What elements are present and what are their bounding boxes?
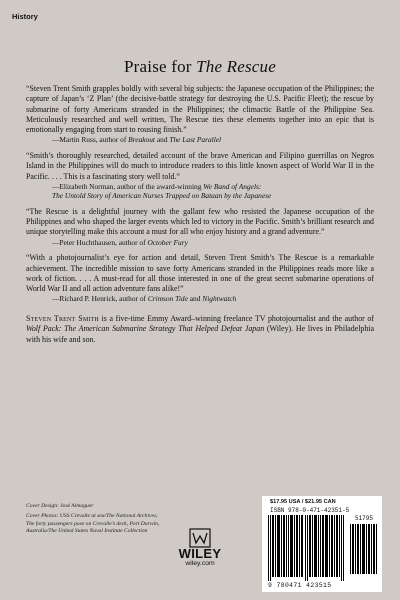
quote-attribution-3: [26, 238, 374, 248]
attr-prefix-1: —Martin Russ, author of: [52, 135, 129, 145]
bio-author-name: Steven Trent Smith: [26, 313, 99, 323]
bio-text-1: is a five-time Emmy Award–winning freelance TV photojournalist and the author of: [98, 313, 374, 323]
praise-title: [0, 57, 400, 77]
credit-photo-3: Australia/The United States Naval Institute Collection: [26, 528, 148, 535]
isbn-barcode-icon: [268, 515, 348, 581]
attr-work-2b: The Untold Story of American Nurses Trapped on Bataan by the Japanese: [52, 191, 272, 201]
quote-attribution-1: [26, 135, 374, 145]
price-label: $17.95 USA / $21.95 CAN: [270, 499, 336, 505]
addon-code: [349, 516, 379, 576]
praise-section: [26, 84, 374, 353]
publisher-name: WILEY: [178, 546, 222, 561]
attr-join-4: and: [187, 294, 203, 304]
quote-attribution-4: [26, 294, 374, 304]
author-bio: [26, 314, 374, 345]
barcode-panel: [262, 496, 382, 592]
attr-work-1a: Breakout: [128, 135, 155, 145]
publisher-logo: [160, 528, 240, 568]
attr-work-2a: We Band of Angels:: [203, 181, 262, 191]
quote-text-2: “Smith’s thoroughly researched, detailed account of the brave American and Filipino guerrillas on Negros Island in the Philippines will do much to introduce readers to this little known aspect of World War II in the Pacific. . . . This is a fascinating story well told.”: [26, 150, 374, 181]
quote-text-1: “Steven Trent Smith grapples boldly with several big subjects: the Japanese occupation of the Philippines; the capture of Japan’s ‘Z Plan’ (the decisive-battle strategy for destroying the U.S. Pacific Fleet); the rescue by submarine of forty Americans stranded in the Philippines; the climactic Battle of the Philippine Sea. Meticulously researched and well written, The Rescue ties these elements together into an epic that is emotionally engaging from start to rousing finish.”: [26, 84, 374, 135]
addon-barcode-icon: [350, 522, 378, 574]
attr-join-1: and: [155, 135, 170, 145]
credit-photo-2: The forty passengers pose on Crevalle’s deck, Port Darwin,: [26, 520, 160, 527]
bio-book-title: Wolf Pack: The American Submarine Strategy That Helped Defeat Japan: [26, 324, 265, 334]
wiley-emblem-icon: [189, 528, 211, 548]
attr-work-3a: October Fury: [147, 237, 188, 247]
attr-work-4a: Crimson Tide: [147, 294, 188, 304]
book-title: The Rescue: [196, 57, 276, 76]
category-label: History: [12, 12, 38, 21]
credit-design: Cover Design: José Almaguer: [26, 503, 94, 509]
quote-text-4: “With a photojournalist’s eye for action and detail, Steven Trent Smith’s The Rescue is a remarkable achievement. The incredible mission to save forty Americans stranded in the Philippines reads more like a work of fiction. . . . A must-read for all those interested in one of the great secret submarine operations of World War II and all action adventure fans alike!”: [26, 253, 374, 294]
quote-text-3: “The Rescue is a delightful journey with the gallant few who resisted the Japanese occupation of the Philippines and who shaped the larger events which led to victory in the Pacific. Smith’s brilliant research and unique storytelling make this account a must for all who enjoy history and a grand adventure.”: [26, 206, 374, 237]
attr-work-4b: Nightwatch: [202, 294, 237, 304]
publisher-site: wiley.com: [185, 560, 215, 567]
bio-text-2: (Wiley). He lives in Philadelphia with his wife and son.: [26, 324, 374, 344]
addon-digits: 51795: [354, 515, 373, 522]
isbn-label: ISBN 978-0-471-42351-5: [270, 507, 350, 514]
attr-prefix-3: —Peter Huchthausen, author of: [52, 237, 148, 247]
credit-photo-1: Cover Photos: USS Crevalle at sea/The National Archives;: [26, 513, 159, 520]
praise-prefix: Praise for: [124, 57, 197, 76]
attr-work-1b: The Last Parallel: [169, 135, 222, 145]
quote-attribution-2: [26, 182, 374, 201]
attr-prefix-2: —Elizabeth Norman, author of the award-winning: [52, 181, 204, 191]
attr-prefix-4: —Richard P. Henrick, author of: [52, 294, 148, 304]
barcode-digits: 9 780471 423515: [268, 582, 332, 589]
